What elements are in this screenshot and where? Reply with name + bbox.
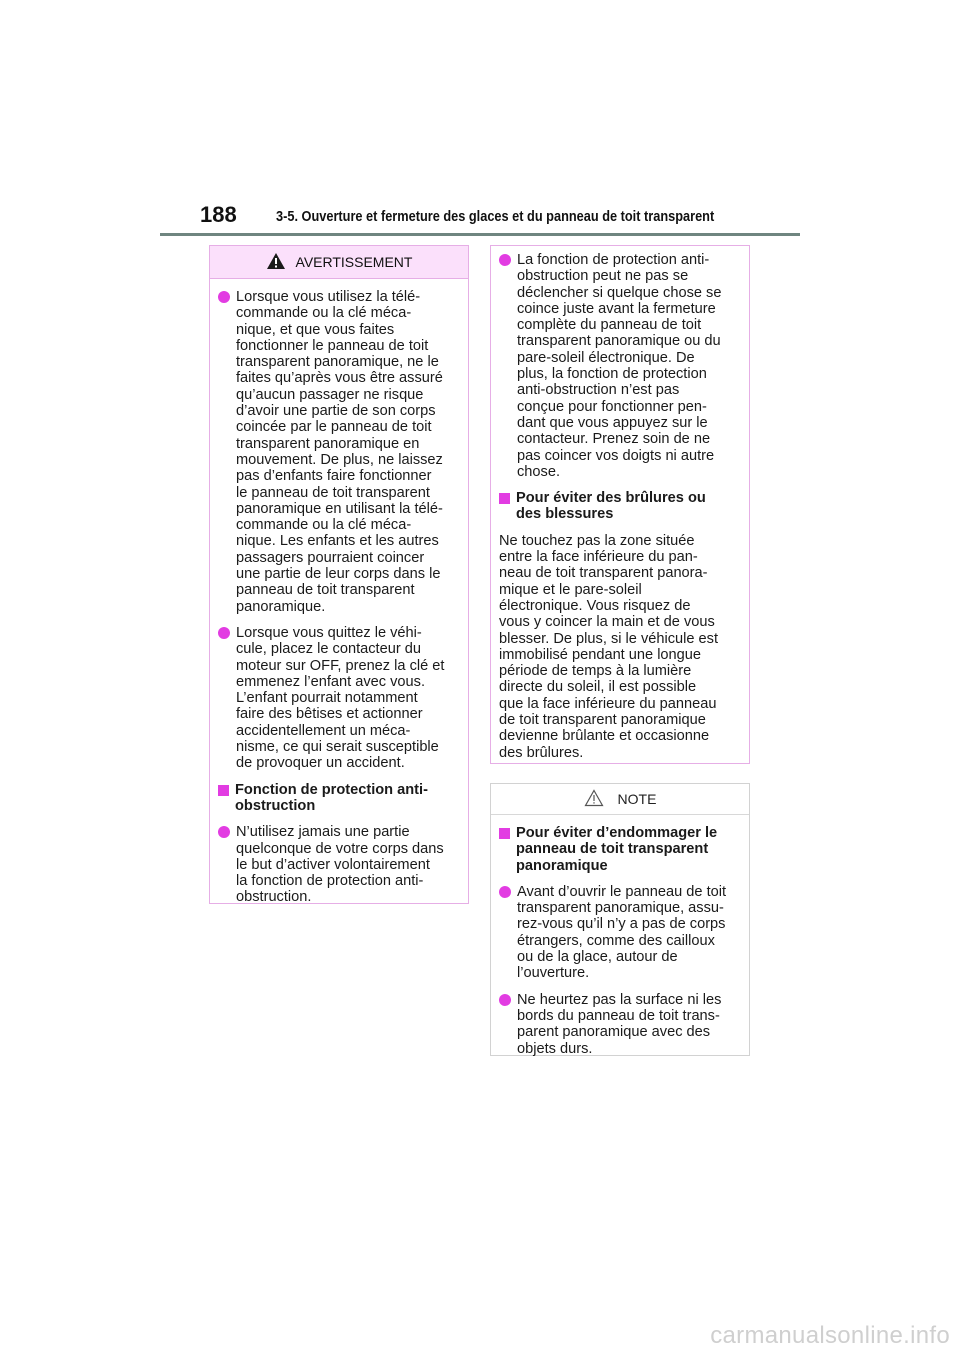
square-bullet-icon	[218, 785, 229, 796]
bullet-icon	[499, 886, 511, 898]
note-subheading	[499, 825, 737, 874]
warning-item-text: Lorsque vous utilisez la télé- commande ou la clé méca- nique, et que vous faites fonctionner le panneau de toit transparent panoramique, ne le faites qu’après vous être assuré qu’aucun passager ne risque d’avoir une partie de son corps coincée par le panneau de toit transparent panoramique en mouvement. De plus, ne laissez pas d’enfants faire fonctionner le panneau de toit transparent panoramique en utilisant la télé- commande ou la clé méca- nique. Les enfants et les autres passagers pourraient coincer une partie de leur corps dans le panneau de toit transparent panoramique.	[236, 289, 443, 615]
warning-box-header	[210, 246, 468, 279]
bullet-icon	[499, 254, 511, 266]
note-box-body	[491, 815, 749, 1057]
warning-subheading	[499, 490, 737, 523]
note-box-title: NOTE	[617, 791, 657, 807]
square-bullet-icon	[499, 493, 510, 504]
warning-box-continued	[490, 245, 750, 764]
warning-subheading-text: Pour éviter des brûlures ou des blessures	[516, 490, 706, 523]
warning-item-text: N’utilisez jamais une partie quelconque de votre corps dans le but d’activer volontairement la fonction de protection anti- obstruction.	[236, 824, 444, 906]
note-item	[499, 884, 737, 982]
square-bullet-icon	[499, 828, 510, 839]
caution-triangle-outline-icon	[584, 789, 604, 810]
warning-box	[209, 245, 469, 904]
note-subheading-text: Pour éviter d’endommager le panneau de toit transparent panoramique	[516, 825, 718, 874]
warning-subheading	[218, 782, 456, 815]
section-title: 3-5. Ouverture et fermeture des glaces et du panneau de toit transparent	[276, 209, 715, 225]
note-box-header	[491, 784, 749, 815]
warning-paragraph: Ne touchez pas la zone située entre la face inférieure du pan- neau de toit transparent panora- mique et le pare-soleil électronique. Vous risquez de vous y coincer la main et de vous blesser. De plus, si le véhicule est immobilisé pendant une longue période de temps à la lumière directe du soleil, il est possible que la face inférieure du panneau de toit transparent panoramique devienne brûlante et occasionne des brûlures.	[499, 532, 719, 761]
warning-triangle-icon	[266, 252, 286, 273]
warning-item	[218, 625, 456, 772]
bullet-icon	[499, 994, 511, 1006]
note-item-text: Ne heurtez pas la surface ni les bords du panneau de toit trans- parent panoramique avec des objets durs.	[517, 991, 722, 1057]
warning-box-body	[210, 279, 468, 906]
warning-item	[218, 824, 456, 905]
bullet-icon	[218, 826, 230, 838]
warning-item	[499, 252, 737, 480]
header-divider	[160, 233, 800, 236]
warning-box-continued-body	[491, 246, 749, 761]
warning-item-text: Lorsque vous quittez le véhi- cule, placez le contacteur du moteur sur OFF, prenez la clé et emmenez l’enfant avec vous. L’enfant pourrait notamment faire des bêtises et actionner accidentellement un méca- nisme, ce qui serait susceptible de provoquer un accident.	[236, 624, 445, 772]
bullet-icon	[218, 627, 230, 639]
watermark: carmanualsonline.info	[710, 1322, 950, 1349]
page-number: 188	[200, 202, 237, 227]
warning-subheading-text: Fonction de protection anti- obstruction	[235, 781, 428, 814]
warning-item-text: La fonction de protection anti- obstruction peut ne pas se déclencher si quelque chose se coince juste avant la fermeture complète du panneau de toit transparent panoramique ou du pare-soleil électronique. De plus, la fonction de protection anti-obstruction n’est pas conçue pour fonctionner pen- dant que vous appuyez sur le contacteur. Prenez soin de ne pas coincer vos doigts ni autre chose.	[517, 252, 722, 480]
bullet-icon	[218, 291, 230, 303]
note-box	[490, 783, 750, 1056]
warning-item	[218, 289, 456, 615]
warning-box-title: AVERTISSEMENT	[295, 254, 413, 270]
note-item-text: Avant d’ouvrir le panneau de toit transparent panoramique, assu- rez-vous qu’il n’y a pas de corps étrangers, comme des cailloux ou de la glace, autour de l’ouverture.	[517, 883, 727, 982]
note-item	[499, 992, 737, 1057]
